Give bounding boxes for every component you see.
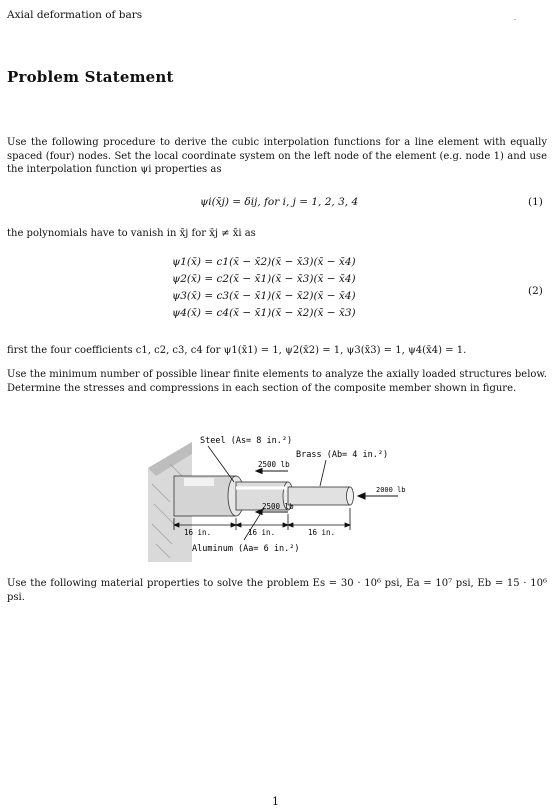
equation-2-line-1: ψ1(x̄) = c1(x̄ − x̄2)(x̄ − x̄3)(x̄ − x̄4) xyxy=(172,256,356,268)
paragraph-material-properties: Use the following material properties to solve the problem Es = 30 · 10⁶ psi, Ea = 10⁷ psi, Eb = 15 · 10⁶ psi. xyxy=(7,578,547,603)
paragraph-task: Use the minimum number of possible linear finite elements to analyze the axially loaded structures below. Determine the stresses and compressions in each section of the composite member shown in figure. xyxy=(7,369,547,394)
paragraph-coefficients: first the four coefficients c1, c2, c3, c4 for ψ1(x̄1) = 1, ψ2(x̄2) = 1, ψ3(x̄3) = 1, ψ4(x̄4) = 1. xyxy=(7,345,467,356)
dim-aluminum-label: 16 in. xyxy=(248,528,276,537)
equation-2 xyxy=(172,254,356,322)
aluminum-label: Aluminum (Aa= 6 in.²) xyxy=(192,544,300,554)
page-number: 1 xyxy=(272,795,279,808)
load-2000-label: 2000 lb xyxy=(376,486,406,494)
dim-brass-label: 16 in. xyxy=(308,528,336,537)
equation-1-number: (1) xyxy=(528,196,543,208)
steel-label: Steel (As= 8 in.²) xyxy=(200,436,293,446)
load-2500-bottom-label: 2500 lb xyxy=(262,502,294,511)
paragraph-procedure: Use the following procedure to derive the cubic interpolation functions for a line element with equally spaced (four) nodes. Set the local coordinate system on the left node of the element (e.g. node 1) and use the interpolation function ψi properties as xyxy=(7,137,547,176)
brass-label: Brass (Ab= 4 in.²) xyxy=(296,450,389,460)
dim-steel-label: 16 in. xyxy=(184,528,212,537)
equation-2-line-2: ψ2(x̄) = c2(x̄ − x̄1)(x̄ − x̄3)(x̄ − x̄4) xyxy=(172,273,356,285)
composite-bar-figure xyxy=(140,424,410,564)
equation-2-number: (2) xyxy=(528,285,543,297)
paragraph-polynomials: the polynomials have to vanish in x̄j for x̄j ≠ x̄i as xyxy=(7,228,256,239)
brass-section xyxy=(288,487,354,505)
equation-2-line-3: ψ3(x̄) = c3(x̄ − x̄1)(x̄ − x̄2)(x̄ − x̄4) xyxy=(172,290,356,302)
steel-section xyxy=(174,476,244,516)
load-2500-top-label: 2500 lb xyxy=(258,460,290,469)
equation-1-body: ψi(x̄j) = δij, for i, j = 1, 2, 3, 4 xyxy=(200,196,359,208)
composite-bar-drawing xyxy=(140,424,410,564)
equation-2-line-4: ψ4(x̄) = c4(x̄ − x̄1)(x̄ − x̄2)(x̄ − x̄3) xyxy=(172,307,356,319)
section-title: Problem Statement xyxy=(7,68,174,86)
running-head: Axial deformation of bars xyxy=(7,9,143,21)
header-mark xyxy=(514,19,516,20)
